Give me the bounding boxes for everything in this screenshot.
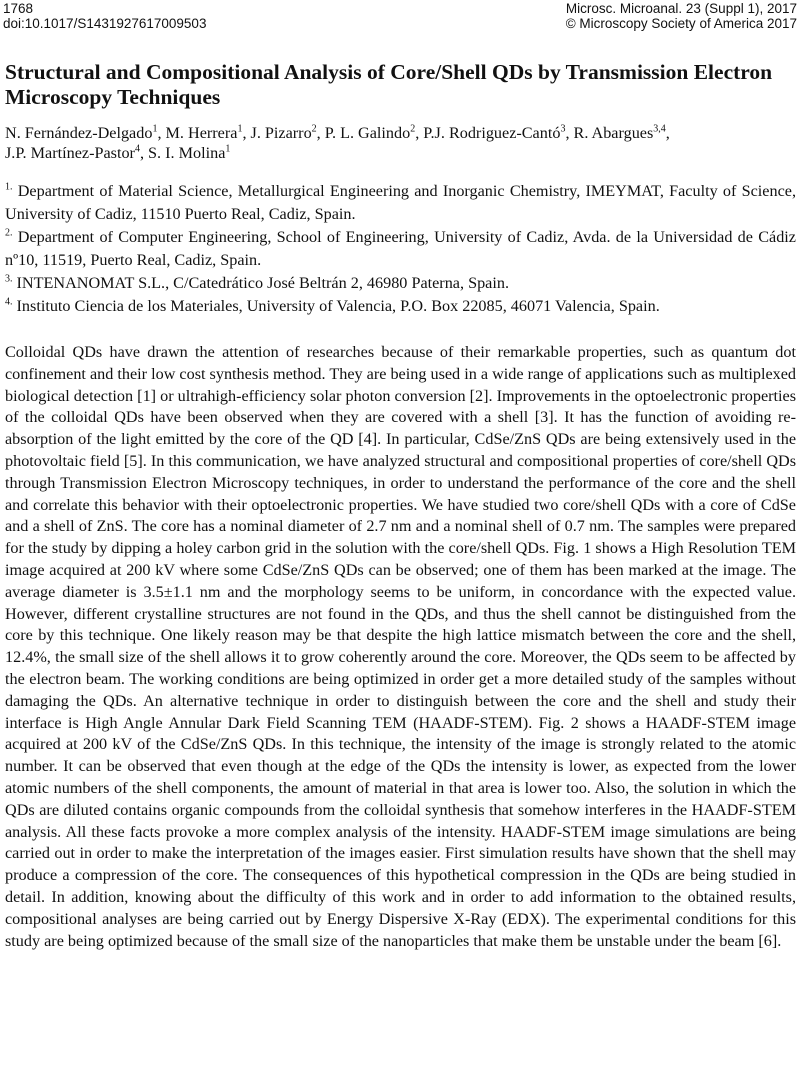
journal-citation: Microsc. Microanal. 23 (Suppl 1), 2017 [565,1,797,16]
body-paragraph: Colloidal QDs have drawn the attention of researches because of their remarkable properties, such as quantum dot confinement and their low cost synthesis method. They are being used in a wide range of applications such as multiplexed biological detection [1] or ultrahigh-efficiency solar photon conversion [2]. Improvements in the optoelectronic properties of the colloidal QDs have been observed when they are covered with a shell [3]. It has the function of avoiding re-absorption of the light emitted by the core of the QD [4]. In particular, CdSe/ZnS QDs are being extensively used in the photovoltaic field [5]. In this communication, we have analyzed structural and compositional properties of core/shell QDs through Transmission Electron Microscopy techniques, in order to understand the performance of the core and the shell and correlate this behavior with their optoelectronic properties. We have studied two core/shell QDs with a core of CdSe and a shell of ZnS. The core has a nominal diameter of 2.7 nm and a nominal shell of 0.7 nm. The samples were prepared for the study by dipping a holey carbon grid in the solution with the core/shell QDs. Fig. 1 shows a High Resolution TEM image acquired at 200 kV where some CdSe/ZnS QDs can be observed; one of them has been marked at the image. The average diameter is 3.5±1.1 nm and the morphology seems to be uniform, in concordance with the expected value. However, different crystalline structures are not found in the QDs, and thus the shell cannot be distinguished from the core by this technique. One likely reason may be that despite the high lattice mismatch between the core and the shell, 12.4%, the small size of the shell allows it to grow coherently around the core. Moreover, the QDs seem to be affected by the electron beam. The working conditions are being optimized in order get a more detailed study of the samples without damaging the QDs. An alternative technique in order to distinguish between the core and the shell and study their interface is High Angle Annular Dark Field Scanning TEM (HAADF-STEM). Fig. 2 shows a HAADF-STEM image acquired at 200 kV of the CdSe/ZnS QDs. In this technique, the intensity of the image is strongly related to the atomic number. It can be observed that even though at the edge of the QDs the intensity is lower, as expected from the lower atomic numbers of the shell components, the amount of material in that area is lower too. Also, the solution in which the QDs are diluted contains organic compounds from the colloidal synthesis that somehow interferes in the HAADF-STEM analysis. All these facts provoke a more complex analysis of the intensity. HAADF-STEM image simulations are being carried out in order to make the interpretation of the images easier. First simulation results have shown that the shell may produce a compression of the core. The consequences of this hypothetical compression in the QDs are being studied in detail. In addition, knowing about the difficulty of this work and in order to add information to the obtained results, compositional analyses are being carried out by Energy Dispersive X-Ray (EDX). The experimental conditions for this study are being optimized because of the small size of the nanoparticles that make them be unstable under the beam [6]. [5,343,796,950]
affiliation-2: $^{2.}$ Department of Computer Engineering, School of Engineering, University of Cadiz, Avda. de la Universidad de Cádiz nº10, 11519, Puerto Real, Cadiz, Spain. [5,227,796,269]
author: S. I. Molina$^1$ [148,143,231,162]
affiliation-4: $^{4.}$ Instituto Ciencia de los Materiales, University of Valencia, P.O. Box 22085, 46071 Valencia, Spain. [5,296,660,315]
affiliation-3: $^{3.}$ INTENANOMAT S.L., C/Catedrático José Beltrán 2, 46980 Paterna, Spain. [5,273,509,292]
author: M. Herrera$^1$, [165,123,251,142]
page-header [0,0,800,34]
author: P.J. Rodriguez-Cantó$^3$, [423,123,574,142]
author-list [5,124,796,163]
affiliation-1: $^{1.}$ Department of Material Science, Metallurgical Engineering and Inorganic Chemistry, IMEYMAT, Faculty of Science, University of Cadiz, 11510 Puerto Real, Cadiz, Spain. [5,181,796,223]
author: N. Fernández-Delgado$^1$, [5,123,166,142]
doi: doi:10.1017/S1431927617009503 [3,16,207,31]
header-right [566,1,797,31]
author: J. Pizarro$^2$, [250,123,325,142]
page-number: 1768 [3,1,34,16]
header-left [3,1,206,31]
paper-title: Structural and Compositional Analysis of Core/Shell QDs by Transmission Electron Microscopy Techniques [5,60,773,109]
article [5,60,796,952]
author: R. Abargues$^{3,4}$, [573,123,670,142]
affiliations [5,180,796,318]
author: J.P. Martínez-Pastor$^4$, [5,143,149,162]
copyright: © Microscopy Society of America 2017 [565,16,797,31]
author: P. L. Galindo$^2$, [324,123,424,142]
